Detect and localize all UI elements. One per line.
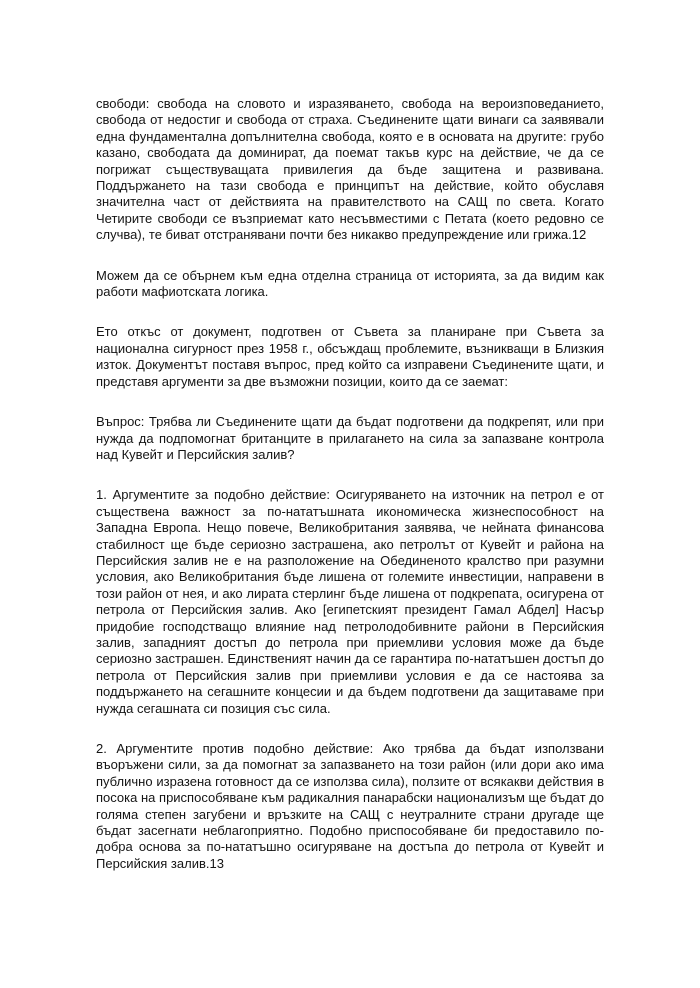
- paragraph-mafia-logic: Можем да се обърнем към една отделна страница от историята, за да видим как работи мафиотската логика.: [96, 267, 604, 300]
- paragraph-question: Въпрос: Трябва ли Съединените щати да бъдат подготвени да подкрепят, или при нужда да подпомогнат британците в прилагането на сила за запазване контрола над Кувейт и Персийския залив?: [96, 414, 604, 462]
- paragraph-four-freedoms: свободи: свобода на словото и изразяването, свобода на вероизповеданието, свобода от недостиг и свобода от страха. Съединените щати винаги са заявявали една фундаментална допълнителна свобода, която е в основата на другите: грубо казано, свободата да доминират, да поемат такъв курс на действие, че да се погрижат съществуващата привилегия да бъде защитена и развивана. Поддържането на тази свобода е принципът на действие, който обуславя значителна част от действията на правителството на САЩ по света. Когато Четирите свободи се възприемат като несъвместими с Петата (което редовно се случва), те биват отстранявани почти без никакво предупреждение или грижа.12: [96, 96, 604, 243]
- paragraph-nsc-document-intro: Ето откъс от документ, подготвен от Съвета за планиране при Съвета за национална сигурност през 1958 г., обсъждащ проблемите, възникващи в Близкия изток. Документът поставя въпрос, пред който са изправени Съединените щати, и представя аргументи за две възможни позиции, които да се заемат:: [96, 324, 604, 389]
- page-body: [96, 96, 604, 896]
- paragraph-arguments-against: 2. Аргументите против подобно действие: Ако трябва да бъдат използвани въоръжени сили, за да помогнат за запазването на този район (или дори ако има публично изразена готовност да се използва сила), ползите от всякакви действия в посока на приспособяване към радикалния панарабски национализъм ще бъдат до голяма степен загубени и връзките на САЩ с неутралните страни другаде ще бъдат засегнати неблагоприятно. Подобно приспособяване би предоставило по-добра основа за по-нататъшно осигуряване на достъпа до петрола от Кувейт и Персийския залив.13: [96, 741, 604, 871]
- paragraph-arguments-for: 1. Аргументите за подобно действие: Осигуряването на източник на петрол е от съществена важност за по-нататъшната икономическа жизнеспособност на Западна Европа. Нещо повече, Великобритания заявява, че нейната финансова стабилност ще бъде сериозно застрашена, ако петролът от Кувейт и района на Персийския залив не е на разположение на Обединеното кралство при разумни условия, ако Великобритания бъде лишена от големите инвестиции, направени в този район от нея, и ако лирата стерлинг бъде лишена от подкрепата, осигурена от петрола от Персийския залив. Ако [египетският президент Гамал Абдел] Насър придобие господстващо влияние над петролодобивните райони в Персийския залив, западният достъп до петрола при приемливи условия може да бъде сериозно застрашен. Единственият начин да се гарантира по-нататъшен достъп до петрола от Персийския залив при приемливи условия е да се настоява за поддържането на сегашните концесии и да бъдем подготвени да защитаваме при нужда сегашната си позиция със сила.: [96, 487, 604, 716]
